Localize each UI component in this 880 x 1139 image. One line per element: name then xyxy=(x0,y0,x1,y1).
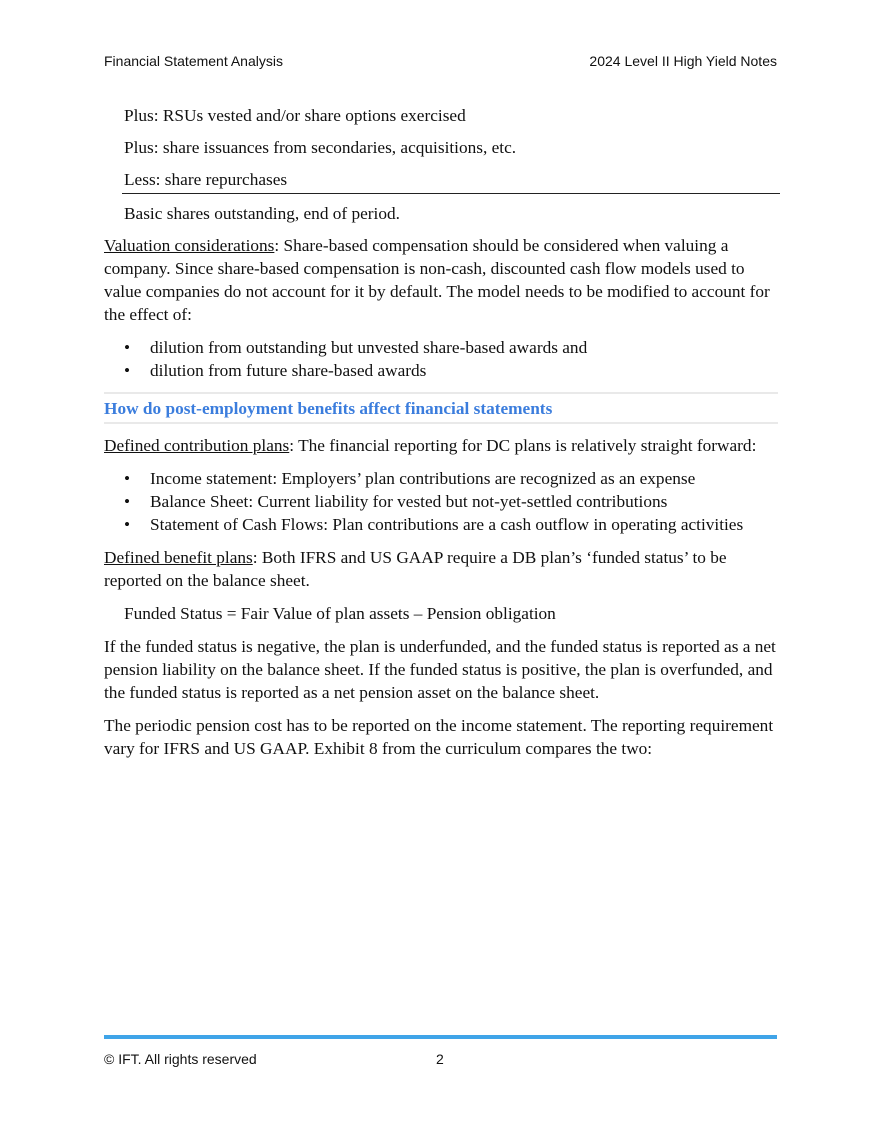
valuation-paragraph xyxy=(104,234,778,326)
calc-line-total: Basic shares outstanding, end of period. xyxy=(124,204,400,223)
footer-divider xyxy=(104,1035,777,1039)
bullet-icon: • xyxy=(124,338,131,357)
list-item: • Income statement: Employers’ plan contributions are recognized as an expense xyxy=(124,469,696,488)
page-number: 2 xyxy=(436,1051,444,1067)
list-item: • dilution from future share-based awards xyxy=(124,361,427,380)
db-text: : Both IFRS and US GAAP require a DB plan’s ‘funded status’ to be reported on the balance sheet. xyxy=(104,548,727,590)
pension-cost-paragraph: The periodic pension cost has to be reported on the income statement. The reporting requirement vary for IFRS and US GAAP. Exhibit 8 from the curriculum compares the two: xyxy=(104,716,774,758)
valuation-bullet-list xyxy=(104,336,778,382)
page-footer xyxy=(104,1051,777,1067)
list-item: • dilution from outstanding but unvested share-based awards and xyxy=(124,338,588,357)
page-content xyxy=(104,104,778,770)
list-item: • Balance Sheet: Current liability for vested but not-yet-settled contributions xyxy=(124,492,668,511)
calc-line-rsus: Plus: RSUs vested and/or share options exercised xyxy=(124,106,466,125)
funded-status-paragraph: If the funded status is negative, the plan is underfunded, and the funded status is reported as a net pension liability on the balance sheet. If the funded status is positive, the plan is overfunded, and the funded status is reported as a net pension asset on the balance sheet. xyxy=(104,637,776,702)
calc-line-issuances: Plus: share issuances from secondaries, acquisitions, etc. xyxy=(124,138,517,157)
bullet-icon: • xyxy=(124,492,131,511)
valuation-text: : Share-based compensation should be considered when valuing a company. Since share-based compensation is non-cash, discounted cash flow models used to value companies do not account for it by default. The model needs to be modified to account for the effect of: xyxy=(104,236,770,324)
dc-paragraph xyxy=(104,434,778,457)
page-header xyxy=(104,53,777,69)
db-term: Defined benefit plans xyxy=(104,548,253,567)
bullet-icon: • xyxy=(124,515,131,534)
funded-status-formula: Funded Status = Fair Value of plan assets – Pension obligation xyxy=(124,604,556,623)
header-right-title: 2024 Level II High Yield Notes xyxy=(589,53,777,69)
dc-text: : The financial reporting for DC plans is relatively straight forward: xyxy=(289,436,757,455)
dc-bullet-list xyxy=(104,467,778,536)
bullet-icon: • xyxy=(124,469,131,488)
db-paragraph xyxy=(104,546,778,592)
valuation-term: Valuation considerations xyxy=(104,236,275,255)
footer-copyright: © IFT. All rights reserved xyxy=(104,1051,257,1067)
dc-term: Defined contribution plans xyxy=(104,436,290,455)
section-heading: How do post-employment benefits affect financial statements xyxy=(104,392,778,424)
bullet-icon: • xyxy=(124,361,131,380)
header-left-title: Financial Statement Analysis xyxy=(104,53,283,69)
list-item: • Statement of Cash Flows: Plan contributions are a cash outflow in operating activities xyxy=(124,515,744,534)
calc-line-repurchases: Less: share repurchases xyxy=(122,168,780,194)
